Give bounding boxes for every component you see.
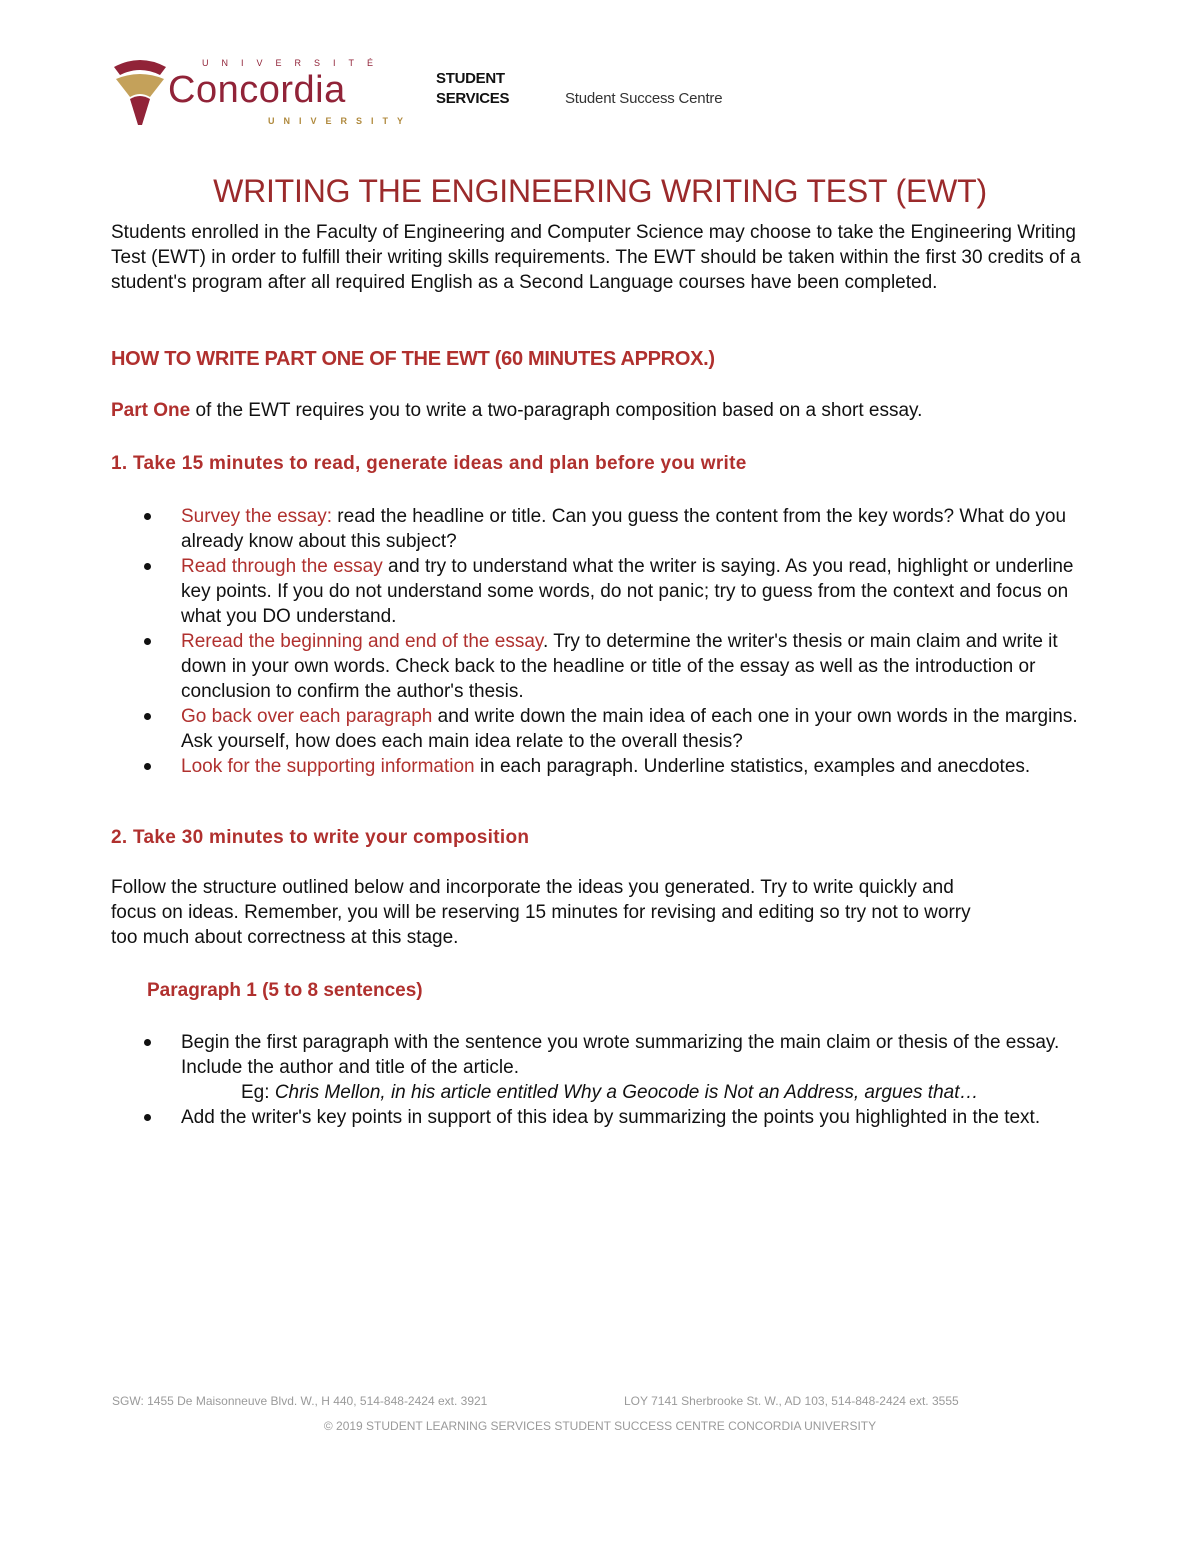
paragraph1-heading: Paragraph 1 (5 to 8 sentences) [147, 980, 423, 1001]
section-heading: HOW TO WRITE PART ONE OF THE EWT (60 MINUTES APPROX.) [111, 348, 715, 370]
bullet-icon [144, 713, 151, 720]
paragraph1-list [111, 1030, 1096, 1130]
step1-list [111, 504, 1096, 779]
part-one-paragraph [111, 398, 922, 423]
item-text: and write down the main idea of each one in your own words in the margins. Ask yourself, how does each main idea relate to the overall thesis? [181, 706, 1078, 752]
footer-addresses [112, 1394, 1112, 1408]
intro-paragraph: Students enrolled in the Faculty of Engineering and Computer Science may choose to take the Engineering Writing Test (EWT) in order to fulfill their writing skills requirements. The EWT should be taken within the first 30 credits of a student's program after all required English as a Second Language courses have been completed. [111, 222, 1081, 293]
footer-copyright: © 2019 STUDENT LEARNING SERVICES STUDENT SUCCESS CENTRE CONCORDIA UNIVERSITY [323, 1419, 877, 1433]
part-one-lead: Part One [111, 400, 191, 421]
step2-heading: 2. Take 30 minutes to write your composition [111, 827, 530, 848]
item-highlight: Read through the essay [181, 556, 383, 577]
item-text: and try to understand what the writer is saying. As you read, highlight or underline key points. If you do not understand some words, do not panic; try to guess from the context and focus on what you DO understand. [181, 556, 1074, 627]
student-services-line2: SERVICES [436, 90, 510, 107]
logo-wordmark: Concordia [168, 69, 346, 111]
logo-bottom-text: UNIVERSITY [268, 116, 413, 126]
page-header [110, 55, 810, 135]
item-highlight: Look for the supporting information [181, 756, 475, 777]
item-text: in each paragraph. Underline statistics, examples and anecdotes. [474, 756, 1031, 777]
step1-heading: 1. Take 15 minutes to read, generate ideas and plan before you write [111, 453, 747, 474]
item-highlight: Survey the essay: [181, 506, 333, 527]
page-title: WRITING THE ENGINEERING WRITING TEST (EWT) [213, 173, 987, 209]
student-services-label [436, 69, 509, 109]
item-text: . Try to determine the writer's thesis or main claim and write it down in your own words. Check back to the headline or title of the essay as well as the introduction or conclusion to confirm the author's thesis. [181, 631, 1058, 702]
list-item [111, 704, 1096, 754]
list-item [111, 1105, 1096, 1130]
bullet-icon [144, 563, 151, 570]
bullet-icon [144, 763, 151, 770]
concordia-logo [110, 55, 413, 133]
concordia-emblem-icon [110, 55, 170, 130]
student-services-line1: STUDENT [436, 70, 505, 87]
item-highlight: Reread the beginning and end of the essay [181, 631, 543, 652]
list-item [111, 554, 1096, 629]
footer-loy: LOY 7141 Sherbrooke St. W., AD 103, 514-848-2424 ext. 3555 [624, 1394, 959, 1408]
item-text: Add the writer's key points in support of this idea by summarizing the points you highlighted in the text. [181, 1107, 1041, 1128]
example-text: Chris Mellon, in his article entitled Why a Geocode is Not an Address, argues that… [274, 1082, 979, 1103]
item-highlight: Go back over each paragraph [181, 706, 433, 727]
item-text: read the headline or title. Can you guess the content from the key words? What do you already know about this subject? [181, 506, 1067, 552]
part-one-text: of the EWT requires you to write a two-paragraph composition based on a short essay. [190, 400, 923, 421]
item-text: Begin the first paragraph with the sentence you wrote summarizing the main claim or thesis of the essay. Include the author and title of the article. [181, 1032, 1060, 1078]
list-item [111, 504, 1096, 554]
list-item [111, 629, 1096, 704]
success-centre-label: Student Success Centre [565, 90, 723, 107]
bullet-icon [144, 638, 151, 645]
footer-sgw: SGW: 1455 De Maisonneuve Blvd. W., H 440, 514-848-2424 ext. 3921 [112, 1394, 488, 1408]
bullet-icon [144, 513, 151, 520]
example-line [181, 1080, 1096, 1105]
step2-paragraph: Follow the structure outlined below and incorporate the ideas you generated. Try to write quickly and focus on ideas. Remember, you will be reserving 15 minutes for revising and editing so try not to worry too much about correctness at this stage. [111, 877, 971, 948]
list-item [111, 1030, 1096, 1105]
bullet-icon [144, 1114, 151, 1121]
example-label: Eg: [241, 1082, 275, 1103]
logo-top-text: UNIVERSITÉ [202, 58, 387, 68]
bullet-icon [144, 1039, 151, 1046]
list-item [111, 754, 1096, 779]
